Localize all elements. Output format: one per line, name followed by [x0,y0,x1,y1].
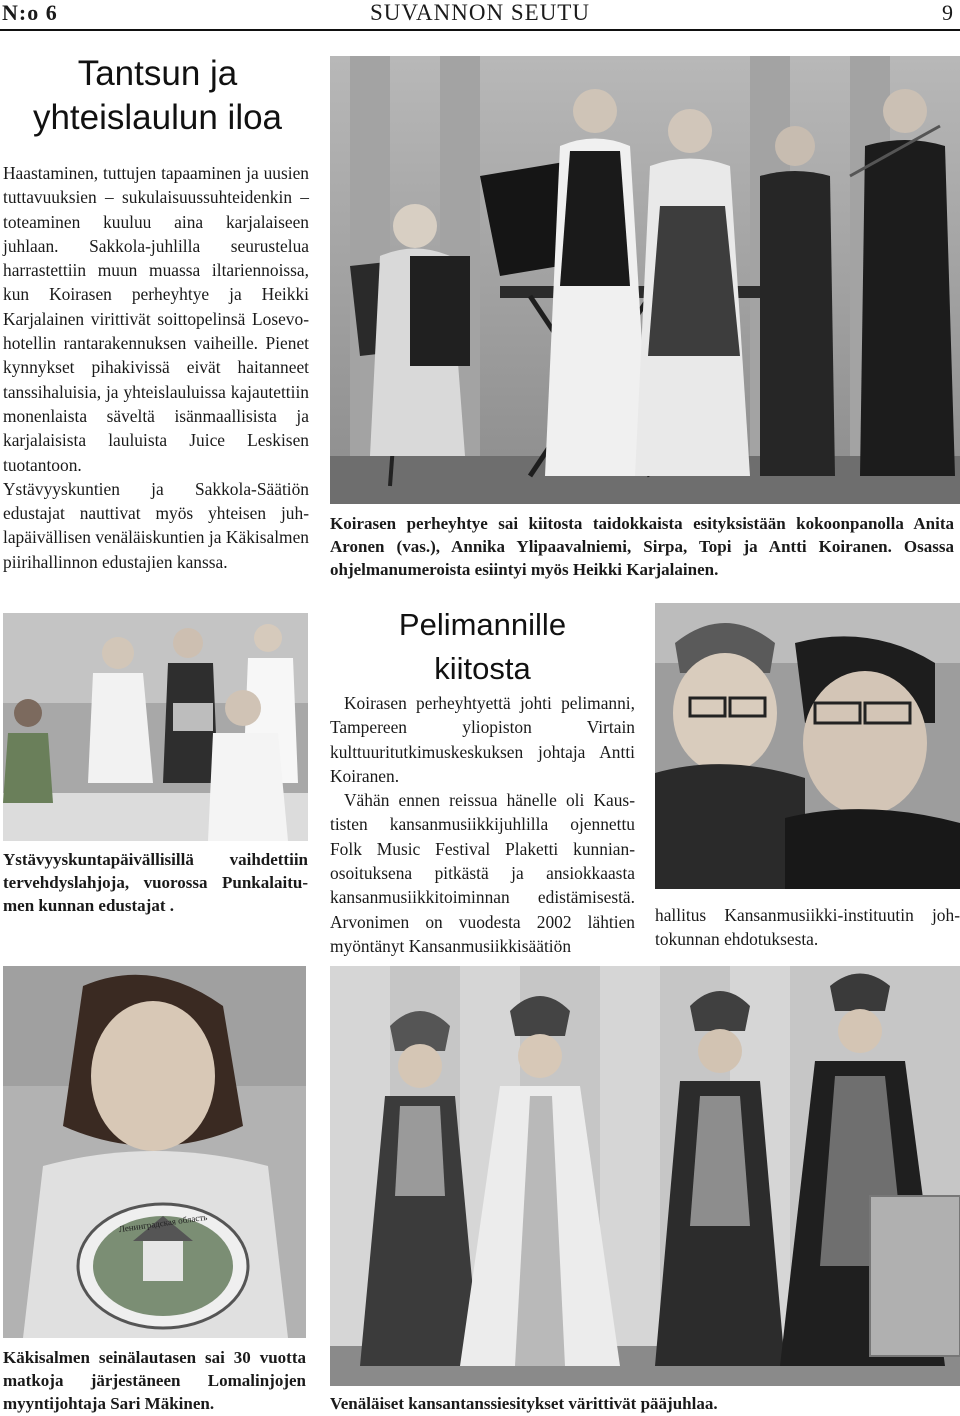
dancers-photo-caption: Venäläiset kansantanssiesitykset värittivät pääjuhlaa. [330,1394,718,1413]
article-headline [330,603,635,691]
article-body [3,161,309,574]
article-headline [5,52,310,140]
article-continuation: hallitus Kansanmusiikki-instituutin johtokunnan ehdotuksesta. [655,905,960,950]
paragraph: Haastaminen, tuttujen tapaaminen ja uusien tuttavuuksien – sukulaisuussuhteidenkin – toteaminen kuuluu aina karjalaiseen juhlaan. Sakkola-juhlilla seurustelua harrastettiin muun muassa iltariennoissa, kun Koirasen perheyhtye ja Heikki Karjalainen virittivät soittopelinsä Losevo-hotellin rantarakennuksen vaiheille. Pienet kynnykset pihakivissä eivät haitanneet tanssihaluisia, ja yhteislauluissa kajautettiin monenlaista säveltä isänmaallisista ja karjalaisista lauluista Juice Leskisen tuotantoon. [3,163,309,475]
band-photo [330,56,960,504]
plate-photo-caption: Käkisalmen seinälautasen sai 30 vuotta matkoja järjestäneen Lomalinjojen myyntijohtaja Sari Mäkinen. [3,1348,306,1413]
dancers-photo [330,966,960,1386]
plate-photo [3,966,306,1338]
portrait-photo [655,603,960,889]
article-body [330,691,635,958]
headline-line: kiitosta [434,651,531,686]
header-rule [0,29,960,31]
newspaper-name: SUVANNON SEUTU [370,0,590,25]
headline-line: yhteislaulun iloa [32,98,283,137]
band-photo-caption: Koirasen perheyhtye sai kiitosta taidokkaista esityksistään kokoonpanolla Anita Aronen (vas.), Annika Ylipaavalniemi, Sirpa, Topi ja Antti Koiranen. Osassa ohjelmanumeroista esiintyi myös Heikki Karjalainen. [330,514,954,579]
paragraph: Vähän ennen reissua hänelle oli Kaustisten kansanmusiikkijuhlilla ojennettu Folk Music Festival Plaketti kunnianosoituksena pitkästä ja ansiokkaasta kansanmusiikkitoiminnan edistämisestä. Arvonimen on vuodesta 2002 lähtien myöntänyt Kansanmusiikkisäätiön [330,790,635,956]
headline-line: Tantsun ja [77,54,238,93]
plate-inscription: Ленинградская область [118,1211,208,1235]
page-number: 9 [942,0,954,25]
paragraph: Koirasen perheyhtyettä johti pelimanni, Tampereen yliopiston Virtain kulttuuritutkimuskeskuksen johtaja Antti Koiranen. [330,693,635,786]
issue-number: N:o 6 [2,0,58,25]
dinner-photo-caption: Ystävyyskuntapäivällisillä vaihdettiin tervehdyslahjoja, vuorossa Punkalaitumen kunnan edustajat . [3,850,308,915]
paragraph: Ystävyyskuntien ja Sakkola-Säätiön edustajat nauttivat myös yhteisen juhlapäivällisen venäläiskuntien ja Käkisalmen piirihallinnon edustajien kanssa. [3,478,309,572]
headline-line: Pelimannille [398,607,567,642]
dinner-photo [3,613,308,841]
